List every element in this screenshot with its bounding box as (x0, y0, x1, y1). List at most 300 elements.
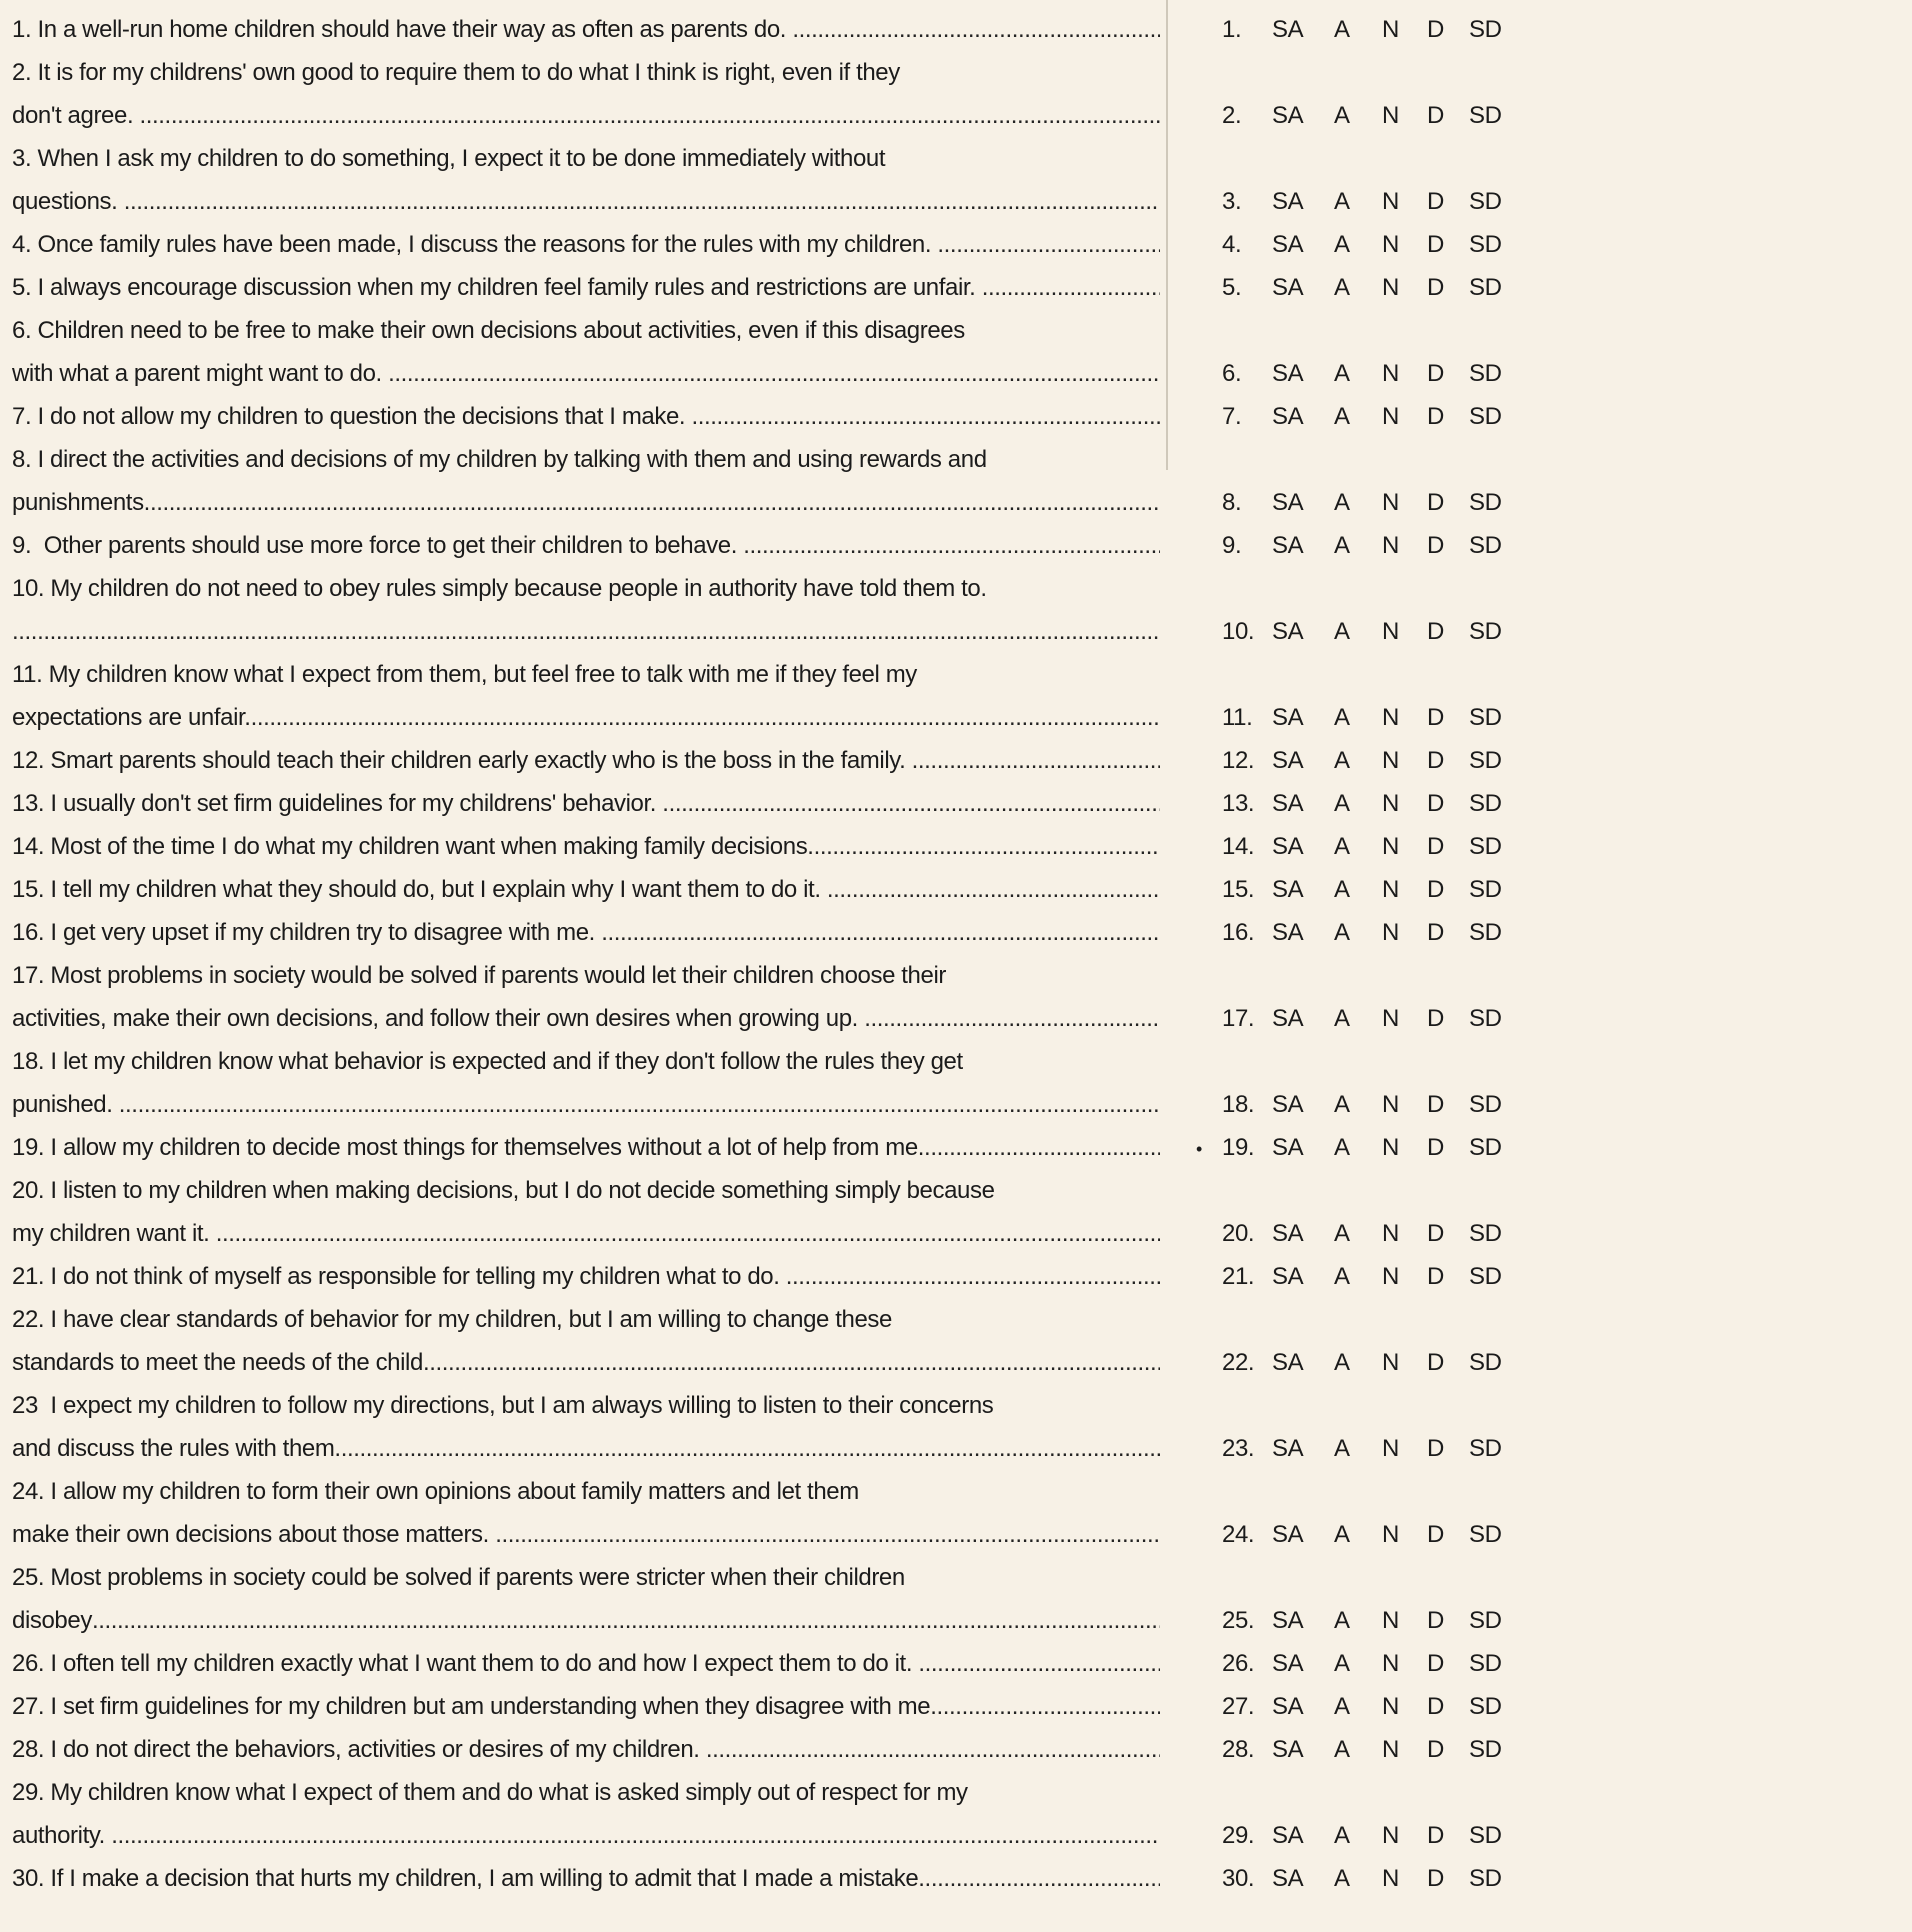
dot-leader (150, 481, 1160, 524)
option-sa[interactable]: SA (1272, 360, 1304, 387)
answer-row (1160, 1083, 1515, 1126)
question-line-text: 3. When I ask my children to do something, I expect it to be done immediately without (12, 145, 886, 172)
question-line-text: 21. I do not think of myself as responsible for telling my children what to do. (12, 1263, 786, 1290)
option-sd[interactable]: SD (1469, 1693, 1502, 1720)
questionnaire-item (12, 1040, 1912, 1126)
question-line-text: standards to meet the needs of the child. (12, 1349, 430, 1376)
option-sa[interactable]: SA (1272, 618, 1304, 645)
option-sd[interactable]: SD (1469, 532, 1502, 559)
option-sd[interactable]: SD (1469, 1607, 1502, 1634)
answer-row: • 19. SA A N D SD (1160, 1126, 1515, 1169)
option-sd[interactable]: SD (1469, 618, 1502, 645)
question-line-text: 12. Smart parents should teach their children early exactly who is the boss in the family. (12, 747, 912, 774)
question-line-text: 9. Other parents should use more force to get their children to behave. (12, 532, 744, 559)
questionnaire-item (12, 1384, 1912, 1470)
option-sa[interactable]: SA (1272, 102, 1304, 129)
question-line-text: activities, make their own decisions, and follow their own desires when growing up. (12, 1005, 865, 1032)
option-a[interactable]: A (1334, 747, 1350, 774)
questionnaire-item (12, 1556, 1912, 1642)
question-line-text: 18. I let my children know what behavior is expected and if they don't follow the rules they get (12, 1048, 963, 1075)
question-line-text: 1. In a well-run home children should have their way as often as parents do. (12, 16, 793, 43)
option-n[interactable]: N (1382, 1650, 1399, 1677)
dot-leader (662, 782, 1160, 825)
question-line (12, 1771, 1160, 1814)
option-d[interactable]: D (1427, 1263, 1444, 1290)
questionnaire-item (12, 1298, 1912, 1384)
option-d[interactable]: D (1427, 1349, 1444, 1376)
option-sa[interactable]: SA (1272, 16, 1304, 43)
option-n[interactable]: N (1382, 102, 1399, 129)
option-n[interactable]: N (1382, 1134, 1399, 1161)
option-n[interactable]: N (1382, 1263, 1399, 1290)
option-n[interactable]: N (1382, 1005, 1399, 1032)
option-sa[interactable]: SA (1272, 1263, 1304, 1290)
answer-row (1160, 266, 1515, 309)
answer-number: 25. (1222, 1607, 1255, 1634)
option-sd[interactable]: SD (1469, 1349, 1502, 1376)
option-d[interactable]: D (1427, 1822, 1444, 1849)
answer-row (1160, 223, 1515, 266)
option-a[interactable]: A (1334, 1736, 1350, 1763)
option-a[interactable]: A (1334, 1693, 1350, 1720)
option-sa[interactable]: SA (1272, 403, 1304, 430)
option-sa[interactable]: SA (1272, 1349, 1304, 1376)
dot-leader (912, 739, 1160, 782)
questionnaire-item (12, 1169, 1912, 1255)
answer-row (1160, 1599, 1515, 1642)
answer-number: 6. (1222, 360, 1242, 387)
option-d[interactable]: D (1427, 188, 1444, 215)
option-n[interactable]: N (1382, 833, 1399, 860)
option-sa[interactable]: SA (1272, 489, 1304, 516)
answer-number: 12. (1222, 747, 1255, 774)
question-text (12, 1556, 1160, 1642)
option-a[interactable]: A (1334, 790, 1350, 817)
questionnaire-item (12, 266, 1912, 309)
dot-leader (924, 1126, 1160, 1169)
dot-leader (495, 1513, 1160, 1556)
question-line (12, 352, 1160, 395)
option-d[interactable]: D (1427, 833, 1444, 860)
option-a[interactable]: A (1334, 1435, 1350, 1462)
option-sd[interactable]: SD (1469, 1521, 1502, 1548)
answer-row (1160, 739, 1515, 782)
question-line (12, 1513, 1160, 1556)
option-sa[interactable]: SA (1272, 1736, 1304, 1763)
answer-row (1160, 180, 1515, 223)
question-text (12, 51, 1160, 137)
option-n[interactable]: N (1382, 403, 1399, 430)
option-a[interactable]: A (1334, 274, 1350, 301)
question-line-text: 4. Once family rules have been made, I discuss the reasons for the rules with my children. (12, 231, 938, 258)
option-n[interactable]: N (1382, 747, 1399, 774)
questionnaire-item (12, 524, 1912, 567)
question-text (12, 954, 1160, 1040)
option-sa[interactable]: SA (1272, 1607, 1304, 1634)
questionnaire-item (12, 51, 1912, 137)
questionnaire-item (12, 954, 1912, 1040)
option-a[interactable]: A (1334, 102, 1350, 129)
option-sd[interactable]: SD (1469, 489, 1502, 516)
option-sd[interactable]: SD (1469, 16, 1502, 43)
question-text (12, 223, 1160, 266)
option-d[interactable]: D (1427, 16, 1444, 43)
option-sd[interactable]: SD (1469, 403, 1502, 430)
dot-leader (251, 696, 1160, 739)
option-d[interactable]: D (1427, 1736, 1444, 1763)
question-line-text: punished. (12, 1091, 119, 1118)
dot-leader (111, 1814, 1160, 1857)
dot-leader (139, 94, 1160, 137)
question-text (12, 1384, 1160, 1470)
option-a[interactable]: A (1334, 704, 1350, 731)
option-d[interactable]: D (1427, 1005, 1444, 1032)
answer-row (1160, 997, 1515, 1040)
option-sd[interactable]: SD (1469, 1005, 1502, 1032)
question-text (12, 1642, 1160, 1685)
question-line-text: 19. I allow my children to decide most things for themselves without a lot of help from me. (12, 1134, 925, 1161)
option-a[interactable]: A (1334, 532, 1350, 559)
answer-number: 9. (1222, 532, 1242, 559)
option-sa[interactable]: SA (1272, 919, 1304, 946)
question-text (12, 524, 1160, 567)
option-sd[interactable]: SD (1469, 1736, 1502, 1763)
question-line-text: 8. I direct the activities and decisions of my children by talking with them and using rewards and (12, 446, 987, 473)
option-sd[interactable]: SD (1469, 747, 1502, 774)
question-text (12, 1685, 1160, 1728)
question-line-text: 14. Most of the time I do what my children want when making family decisions. (12, 833, 814, 860)
option-d[interactable]: D (1427, 360, 1444, 387)
option-n[interactable]: N (1382, 489, 1399, 516)
questionnaire-item (12, 567, 1912, 653)
option-n[interactable]: N (1382, 790, 1399, 817)
option-n[interactable]: N (1382, 1736, 1399, 1763)
option-d[interactable]: D (1427, 102, 1444, 129)
answer-number: 5. (1222, 274, 1242, 301)
option-sa[interactable]: SA (1272, 1865, 1304, 1892)
question-line (12, 1384, 1160, 1427)
answer-number: 20. (1222, 1220, 1255, 1247)
answer-number: 26. (1222, 1650, 1255, 1677)
question-line (12, 94, 1160, 137)
option-n[interactable]: N (1382, 231, 1399, 258)
option-n[interactable]: N (1382, 919, 1399, 946)
answer-number: 2. (1222, 102, 1242, 129)
option-sd[interactable]: SD (1469, 704, 1502, 731)
dot-leader (937, 223, 1160, 266)
option-n[interactable]: N (1382, 1822, 1399, 1849)
option-sd[interactable]: SD (1469, 1220, 1502, 1247)
option-d[interactable]: D (1427, 1220, 1444, 1247)
question-line (12, 1728, 1160, 1771)
question-line (12, 137, 1160, 180)
option-d[interactable]: D (1427, 1865, 1444, 1892)
option-sd[interactable]: SD (1469, 876, 1502, 903)
option-sd[interactable]: SD (1469, 790, 1502, 817)
option-a[interactable]: A (1334, 188, 1350, 215)
option-sd[interactable]: SD (1469, 231, 1502, 258)
answer-row (1160, 911, 1515, 954)
option-sa[interactable]: SA (1272, 274, 1304, 301)
option-sa[interactable]: SA (1272, 231, 1304, 258)
question-text (12, 567, 1160, 653)
option-a[interactable]: A (1334, 1822, 1350, 1849)
option-sa[interactable]: SA (1272, 188, 1304, 215)
option-d[interactable]: D (1427, 1521, 1444, 1548)
question-line-text: expectations are unfair. (12, 704, 251, 731)
option-sa[interactable]: SA (1272, 747, 1304, 774)
questionnaire-item (12, 1642, 1912, 1685)
option-n[interactable]: N (1382, 618, 1399, 645)
questionnaire-item (12, 395, 1912, 438)
option-d[interactable]: D (1427, 1091, 1444, 1118)
option-sd[interactable]: SD (1469, 360, 1502, 387)
option-n[interactable]: N (1382, 704, 1399, 731)
question-line-text: my children want it. (12, 1220, 216, 1247)
answer-row (1160, 1341, 1515, 1384)
option-n[interactable]: N (1382, 360, 1399, 387)
answer-number: 16. (1222, 919, 1255, 946)
answer-number: 22. (1222, 1349, 1255, 1376)
answer-number: 29. (1222, 1822, 1255, 1849)
answer-number: 3. (1222, 188, 1242, 215)
option-d[interactable]: D (1427, 1650, 1444, 1677)
option-a[interactable]: A (1334, 1607, 1350, 1634)
option-sd[interactable]: SD (1469, 1134, 1502, 1161)
question-line (12, 1040, 1160, 1083)
answer-number: 27. (1222, 1693, 1255, 1720)
option-d[interactable]: D (1427, 704, 1444, 731)
question-text (12, 1298, 1160, 1384)
option-n[interactable]: N (1382, 1521, 1399, 1548)
option-d[interactable]: D (1427, 1134, 1444, 1161)
option-sa[interactable]: SA (1272, 704, 1304, 731)
option-a[interactable]: A (1334, 1220, 1350, 1247)
question-line (12, 1857, 1160, 1900)
option-n[interactable]: N (1382, 876, 1399, 903)
option-sa[interactable]: SA (1272, 532, 1304, 559)
option-a[interactable]: A (1334, 1134, 1350, 1161)
option-a[interactable]: A (1334, 919, 1350, 946)
question-line (12, 1126, 1160, 1169)
question-line-text: make their own decisions about those matters. (12, 1521, 496, 1548)
option-n[interactable]: N (1382, 532, 1399, 559)
option-a[interactable]: A (1334, 1263, 1350, 1290)
option-sd[interactable]: SD (1469, 1650, 1502, 1677)
dot-leader (429, 1341, 1160, 1384)
option-a[interactable]: A (1334, 618, 1350, 645)
question-line (12, 1083, 1160, 1126)
option-sd[interactable]: SD (1469, 102, 1502, 129)
option-sa[interactable]: SA (1272, 833, 1304, 860)
dot-leader (814, 825, 1160, 868)
option-d[interactable]: D (1427, 876, 1444, 903)
dot-leader (92, 1599, 1160, 1642)
option-n[interactable]: N (1382, 1607, 1399, 1634)
question-text (12, 1255, 1160, 1298)
option-a[interactable]: A (1334, 1650, 1350, 1677)
question-line (12, 1599, 1160, 1642)
answer-number: 15. (1222, 876, 1255, 903)
question-line-text: 24. I allow my children to form their own opinions about family matters and let them (12, 1478, 859, 1505)
answer-row (1160, 1513, 1515, 1556)
question-line-text: 2. It is for my childrens' own good to require them to do what I think is right, even if they (12, 59, 900, 86)
answer-row (1160, 94, 1515, 137)
option-a[interactable]: A (1334, 1349, 1350, 1376)
question-line (12, 1255, 1160, 1298)
option-sd[interactable]: SD (1469, 274, 1502, 301)
option-d[interactable]: D (1427, 532, 1444, 559)
question-line (12, 1298, 1160, 1341)
question-line-text: 17. Most problems in society would be solved if parents would let their children choose their (12, 962, 946, 989)
question-text (12, 782, 1160, 825)
question-line (12, 911, 1160, 954)
option-sa[interactable]: SA (1272, 1822, 1304, 1849)
option-a[interactable]: A (1334, 489, 1350, 516)
answer-number: 21. (1222, 1263, 1255, 1290)
option-sd[interactable]: SD (1469, 1263, 1502, 1290)
question-line (12, 1642, 1160, 1685)
dot-leader (743, 524, 1160, 567)
option-n[interactable]: N (1382, 1693, 1399, 1720)
option-n[interactable]: N (1382, 188, 1399, 215)
questionnaire-item (12, 1470, 1912, 1556)
option-a[interactable]: A (1334, 1005, 1350, 1032)
option-a[interactable]: A (1334, 833, 1350, 860)
option-a[interactable]: A (1334, 403, 1350, 430)
option-d[interactable]: D (1427, 231, 1444, 258)
option-sd[interactable]: SD (1469, 1435, 1502, 1462)
option-sa[interactable]: SA (1272, 1693, 1304, 1720)
option-d[interactable]: D (1427, 274, 1444, 301)
option-sa[interactable]: SA (1272, 1220, 1304, 1247)
option-sa[interactable]: SA (1272, 1005, 1304, 1032)
option-d[interactable]: D (1427, 1435, 1444, 1462)
option-a[interactable]: A (1334, 1865, 1350, 1892)
option-d[interactable]: D (1427, 403, 1444, 430)
answer-number: 11. (1222, 704, 1253, 731)
questionnaire-item (12, 1255, 1912, 1298)
option-n[interactable]: N (1382, 16, 1399, 43)
question-line-text: 20. I listen to my children when making decisions, but I do not decide something simply because (12, 1177, 995, 1204)
option-sd[interactable]: SD (1469, 833, 1502, 860)
answer-row (1160, 696, 1515, 739)
question-line-text: 27. I set firm guidelines for my children but am understanding when they disagree with me. (12, 1693, 937, 1720)
dot-leader (706, 1728, 1160, 1771)
option-n[interactable]: N (1382, 1220, 1399, 1247)
option-n[interactable]: N (1382, 1349, 1399, 1376)
answer-row (1160, 610, 1515, 653)
question-text (12, 739, 1160, 782)
answer-number: 7. (1222, 403, 1242, 430)
answer-number: 1. (1222, 16, 1242, 43)
option-sd[interactable]: SD (1469, 1865, 1502, 1892)
option-d[interactable]: D (1427, 919, 1444, 946)
dot-leader (119, 1083, 1160, 1126)
dot-leader (388, 352, 1160, 395)
question-text (12, 395, 1160, 438)
option-d[interactable]: D (1427, 747, 1444, 774)
question-line-text: questions. (12, 188, 124, 215)
answer-number: 23. (1222, 1435, 1255, 1462)
dot-leader (786, 1255, 1160, 1298)
option-a[interactable]: A (1334, 360, 1350, 387)
question-text (12, 1470, 1160, 1556)
option-a[interactable]: A (1334, 231, 1350, 258)
question-line (12, 739, 1160, 782)
option-sa[interactable]: SA (1272, 1134, 1304, 1161)
option-sd[interactable]: SD (1469, 1091, 1502, 1118)
answer-row (1160, 352, 1515, 395)
dot-leader (691, 395, 1160, 438)
option-sa[interactable]: SA (1272, 1091, 1304, 1118)
question-line (12, 8, 1160, 51)
question-line-text: 26. I often tell my children exactly what I want them to do and how I expect them to do it. (12, 1650, 919, 1677)
question-line-text: 7. I do not allow my children to question the decisions that I make. (12, 403, 692, 430)
question-line-text: don't agree. (12, 102, 140, 129)
answer-number: 28. (1222, 1736, 1255, 1763)
option-sd[interactable]: SD (1469, 188, 1502, 215)
option-n[interactable]: N (1382, 1091, 1399, 1118)
option-n[interactable]: N (1382, 1435, 1399, 1462)
option-n[interactable]: N (1382, 1865, 1399, 1892)
question-text (12, 1857, 1160, 1900)
answer-row (1160, 1212, 1515, 1255)
answer-number: 17. (1222, 1005, 1255, 1032)
question-line (12, 51, 1160, 94)
option-a[interactable]: A (1334, 16, 1350, 43)
option-sd[interactable]: SD (1469, 1822, 1502, 1849)
answer-row (1160, 8, 1515, 51)
dot-leader (792, 8, 1160, 51)
question-text (12, 1771, 1160, 1857)
option-d[interactable]: D (1427, 1607, 1444, 1634)
option-sa[interactable]: SA (1272, 790, 1304, 817)
option-d[interactable]: D (1427, 489, 1444, 516)
question-line-text: with what a parent might want to do. (12, 360, 389, 387)
option-sa[interactable]: SA (1272, 1435, 1304, 1462)
question-line (12, 1556, 1160, 1599)
answer-row (1160, 1427, 1515, 1470)
answer-row (1160, 1857, 1515, 1900)
questionnaire-item (12, 653, 1912, 739)
option-a[interactable]: A (1334, 1521, 1350, 1548)
option-d[interactable]: D (1427, 618, 1444, 645)
option-sa[interactable]: SA (1272, 1521, 1304, 1548)
question-line-text: 15. I tell my children what they should do, but I explain why I want them to do it. (12, 876, 827, 903)
question-text (12, 8, 1160, 51)
option-sa[interactable]: SA (1272, 876, 1304, 903)
dot-leader (341, 1427, 1160, 1470)
question-line-text: punishments. (12, 489, 150, 516)
question-line-text: 10. My children do not need to obey rules simply because people in authority have told them to. (12, 575, 987, 602)
question-line (12, 180, 1160, 223)
option-d[interactable]: D (1427, 1693, 1444, 1720)
option-sd[interactable]: SD (1469, 919, 1502, 946)
answer-number: 13. (1222, 790, 1255, 817)
option-n[interactable]: N (1382, 274, 1399, 301)
question-line-text: 13. I usually don't set firm guidelines for my childrens' behavior. (12, 790, 663, 817)
question-line (12, 266, 1160, 309)
option-a[interactable]: A (1334, 1091, 1350, 1118)
option-a[interactable]: A (1334, 876, 1350, 903)
question-line (12, 309, 1160, 352)
option-d[interactable]: D (1427, 790, 1444, 817)
option-sa[interactable]: SA (1272, 1650, 1304, 1677)
dot-leader (982, 266, 1160, 309)
answer-row (1160, 1814, 1515, 1857)
answer-number: 24. (1222, 1521, 1255, 1548)
